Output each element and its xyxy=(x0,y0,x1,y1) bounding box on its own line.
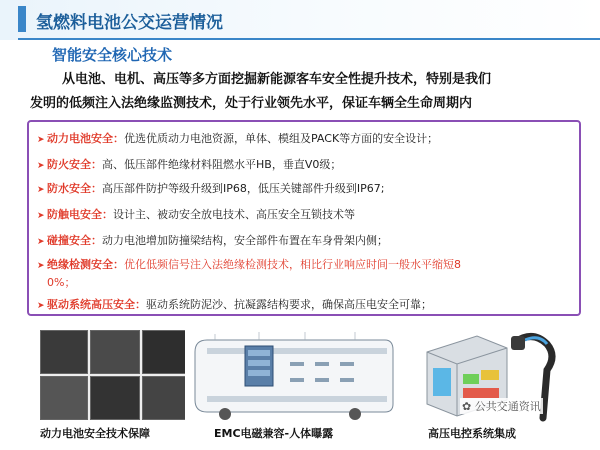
item-key: 驱动系统高压安全： xyxy=(47,298,146,311)
item-text: 优化低频信号注入法绝缘检测技术，相比行业响应时间一般水平缩短8 xyxy=(124,258,461,271)
list-item xyxy=(37,128,573,151)
list-item xyxy=(37,294,573,317)
item-text: 设计主、被动安全放电技术、高压安全互锁技术等 xyxy=(113,208,355,221)
item-key: 防火安全： xyxy=(47,158,102,171)
caption-battery: 动力电池安全技术保障 xyxy=(40,427,150,440)
item-text: 优选优质动力电池资源，单体、模组及PACK等方面的安全设计； xyxy=(124,132,439,145)
header xyxy=(0,0,600,40)
list-item xyxy=(37,204,573,227)
list-item xyxy=(37,178,573,201)
arrow-bullet-icon: ➤ xyxy=(37,261,45,271)
item-key: 碰撞安全： xyxy=(47,234,102,247)
list-item xyxy=(37,230,573,253)
emc-bus-diagram xyxy=(185,322,400,422)
battery-photo xyxy=(40,330,88,374)
arrow-bullet-icon: ➤ xyxy=(37,185,45,195)
battery-photo xyxy=(40,376,88,420)
item-key: 防触电安全： xyxy=(47,208,113,221)
caption-emc: EMC电磁兼容-人体曝露 xyxy=(214,427,334,440)
battery-photo xyxy=(90,376,140,420)
caption-hv: 高压电控系统集成 xyxy=(428,427,516,440)
arrow-bullet-icon: ➤ xyxy=(37,237,45,247)
battery-photo xyxy=(90,330,140,374)
battery-photo-collage xyxy=(40,330,190,420)
list-item xyxy=(37,154,573,177)
item-text: 动力电池增加防撞梁结构，安全部件布置在车身骨架内侧； xyxy=(102,234,388,247)
intro-text xyxy=(30,68,590,116)
arrow-bullet-icon: ➤ xyxy=(37,161,45,171)
arrow-bullet-icon: ➤ xyxy=(37,301,45,311)
item-text: 驱动系统防泥沙、抗凝露结构要求，确保高压电安全可靠； xyxy=(146,298,432,311)
arrow-bullet-icon: ➤ xyxy=(37,135,45,145)
header-accent-block xyxy=(18,6,26,32)
watermark xyxy=(460,398,543,414)
item-text: 高压部件防护等级升级到IP68，低压关键部件升级到IP67; xyxy=(102,182,385,195)
wechat-icon: ✿ xyxy=(462,400,472,413)
item-key: 防水安全： xyxy=(47,182,102,195)
page-title: 氢燃料电池公交运营情况 xyxy=(36,13,223,33)
section-subtitle: 智能安全核心技术 xyxy=(52,46,173,64)
intro-line-2: 发明的低频注入法绝缘监测技术，处于行业领先水平，保证车辆全生命周期内 xyxy=(30,96,473,111)
battery-photo xyxy=(142,330,190,374)
list-item xyxy=(37,254,573,277)
header-divider xyxy=(18,38,600,40)
watermark-text: 公共交通资讯 xyxy=(474,400,541,413)
arrow-bullet-icon: ➤ xyxy=(37,211,45,221)
item-text: 高、低压部件绝缘材料阻燃水平HB，垂直V0级； xyxy=(102,158,342,171)
item-text-continued: 0%； xyxy=(47,276,76,289)
intro-line-1: 从电池、电机、高压等多方面挖掘新能源客车安全性提升技术，特别是我们 xyxy=(62,72,492,87)
item-key: 绝缘检测安全： xyxy=(47,258,124,271)
battery-photo xyxy=(142,376,190,420)
safety-items-panel xyxy=(27,120,581,316)
item-key: 动力电池安全： xyxy=(47,132,124,145)
